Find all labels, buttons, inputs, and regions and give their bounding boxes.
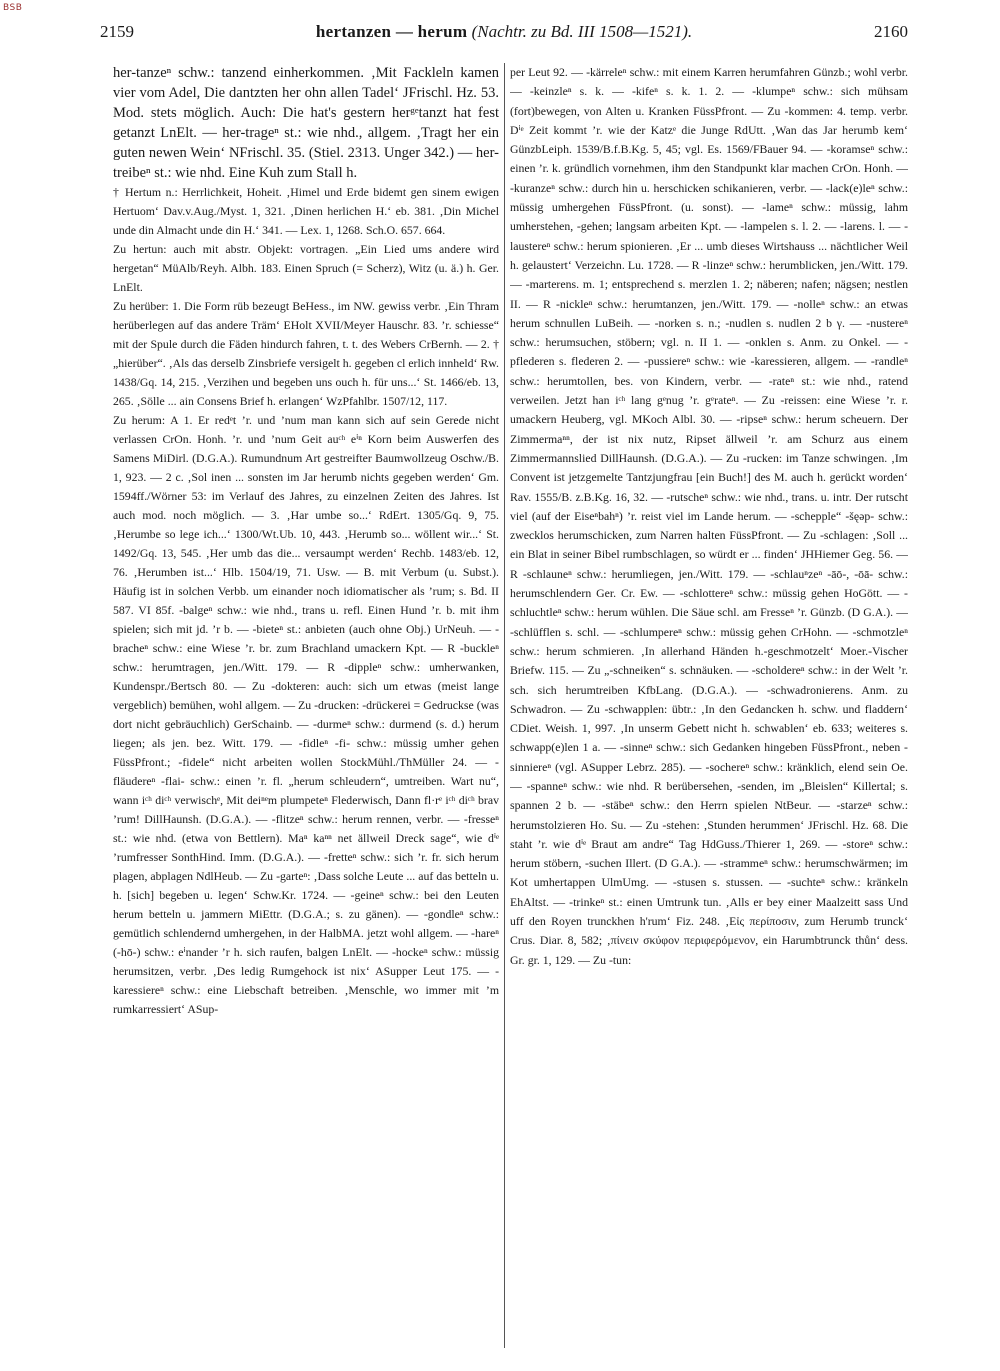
- entry-herueber: Zu herüber: 1. Die Form rüb bezeugt BeHess., im NW. gewiss verbr. ‚Ein Thram herüberlegen auf das andere Träm‘ EHolt XVII/Meyer Hauschr. 83. ’r. schiesse“ mit der Spule durch die Fäden hindurch fahren, t. t. des Webers CrBernh. — 2. † „hierüber“. ‚Als das derselb Zinsbriefe versigelt h. gegeben cl erlich innheld‘ Rw. 1438/Gq. 14, 215. ‚Verzihen und begeben uns ouch h. für uns...‘ St. 1466/eb. 13, 265. ‚Sölle ... ain Consens Brief h. erlangen‘ WzPfahlbr. 1507/12, 117.: [113, 299, 499, 408]
- column-number-left: 2159: [100, 22, 134, 41]
- running-head-subtitle: (Nachtr. zu Bd. III 1508—1521).: [471, 22, 693, 41]
- entry-herum: Zu herum: A 1. Er redᵉt ’r. und ’num man kann sich auf sein Gerede nicht verlassen CrOn. Honh. ’r. und ’num Geit auᶜʰ eⁱⁿ Korn beim Auswerfen des Samens MiDirl. (D.G.A.). Rumundnum Art gestreifter Baumwollzeug Oschw./B. 1, 923. — 2 c. ‚Sol inen ... sonsten im Jar herumb nichts gegeben werden‘ Gm. 1594ff./Wörner 53: im Verlauf des Jahres, zu einzelnen Zeiten des Jahres. Ist auch mod. noch möglich. — 3. ‚Har umbe so...‘ RdErt. 1305/Gq. 9, 75. ‚Herumbe so lege ich...‘ 1300/Wt.Ub. 10, 443. ‚Herumb so... wöllent wir...‘ St. 1492/Gq. 13, 545. ‚Her umb das die... versaumpt werden‘ Rechb. 1483/eb. 12, 76. ‚Herumben ist...‘ Hlb. 1504/19, 71. Usw. — B. mit Verbum (u. Subst.). Häufig ist in solchen Verbb. um einander noch idiomatischer als ’rum; s. Bd. II 587. VI 85f. -balgeⁿ schw.: wie nhd., trans u. refl. Einen Hund ’r. b. mit ihm spielen; sich mit jd. ’r b. — -bieteⁿ st.: anbieten (auch ohne Obj.) UrNeuh. — -bracheⁿ schw.: eine Wiese ’r. br. zum Brachland umackern Kpt. — R -buckleⁿ schw.: herumtragen, jen./Witt. 179. — R -dippleⁿ schw.: umherwanken, Kundenspr./Bertsch 80. — Zu -dokteren: auch: sich um etwas (meist lange vergeblich) bemühen, wohl allgem. — Zu -drucken: -drückerei = Gedruckse (was dort nicht gebräuchlich) GerSchainb. — -durmeⁿ schw.: durmend (s. d.) herum liegen; als jen. bez. Witt. 179. — -fidleⁿ -fi- schw.: müssig umher gehen FüssPfront.; -fidele“ nicht arbeiten wollen StockMühl./ThMüller 24. — -fläudereⁿ -flai- schw.: einen ’r. fl. „herum schleudern“, umtreiben. Wart nu“, wann iᶜʰ diᶜʰ verwischᵉ, Mit deiⁿᵉm plumpeteⁿ Flederwisch, Dann fl·rᵉ iᶜʰ diᶜʰ brav ’rum! DillHaunsh. (D.G.A.). — -flitzeⁿ schw.: herum rennen, verbr. — -fresseⁿ st.: wie nhd. (etwa von Bettlern). Maⁿ kaⁿⁿ net ällweil Dreck sage“, wie dⁱᵉ ’rumfresser SonthHind. Imm. (D.G.A.). — -fretteⁿ schw.: sich ’r. fr. sich herum plagen, abplagen NdlHeub. — Zu -garteⁿ: ‚Dass solche Leute ... auf das betteln u. h. [sich] begeben u. legen‘ Schw.Kr. 1724. — -geineⁿ schw.: bei den Leuten herum betteln u. jammern MiEttr. (D.G.A.; s. zu gänen). — -gondleⁿ schw.: gemütlich schlendernd umhergehen, in der HalbMA. jetzt wohl allgem. — -hareⁿ (-hō-) schw.: eⁱnander ’r h. sich raufen, balgen LnElt. — -hockeⁿ schw.: müssig herumsitzen, verbr. ‚Des ledig Rumgehock ist nix‘ ASupper Leut 175. — -karessiereⁿ schw.: eine Liebschaft betreiben. ‚Menschle, wo immer mit ’m rumkarressiert‘ ASup-: [113, 413, 499, 1016]
- library-stamp: BSB: [3, 3, 23, 13]
- entry-hertun: Zu hertun: auch mit abstr. Objekt: vortragen. „Ein Lied ums andere wird hergetan“ MüAlb/Reyh. Albh. 183. Einen Spruch (= Scherz), Witz (u. ä.) h. Ger. LnElt.: [113, 242, 499, 294]
- running-head-title: hertanzen — herum: [315, 22, 468, 41]
- column-divider: [504, 63, 505, 1348]
- left-column: [113, 63, 499, 1355]
- running-head: [100, 22, 908, 42]
- entry-herum-continued: per Leut 92. — -kärreleⁿ schw.: mit einem Karren herumfahren Günzb.; wohl verbr. — -keinzleⁿ s. k. — -kifeⁿ s. k. 1. 2. — -klumpeⁿ schw.: sich mühsam (fort)bewegen, von Alten u. Kranken FüssPfront. — Zu -kommen: 4. temp. verbr. Dⁱᵉ Zeit kommt ’r. wie der Katzᵉ die Junge RdUtt. ‚Wan das Jar herumb kem‘ GünzbLeiph. 1539/B.f.B.Kg. 5, 45; vgl. Es. 1569/FBauer 94. — -koramseⁿ schw.: einen ’r. k. gründlich vornehmen, ihm den Standpunkt klar machen CrOn. Honh. — -kuranzeⁿ schw.: durch hin u. herschicken schikanieren, verbr. — -lack(e)leⁿ schw.: müssig umhergehen FüssPfront. (u. sonst). — -lameⁿ schw.: müssig, lahm umherstehen, -gehen; langsam arbeiten Kpt. — -lampelen s. l. 2. — -larens. l. — -laustereⁿ schw.: herum spionieren. ‚Er ... umb dieses Wirtshauss ... nächtlicher Weil h. gelaustert‘ Verzeichn. Lu. 1728. — R -linzeⁿ schw.: herumblicken, jen./Witt. 179. — -marterens. m. 1; entsprechend s. merzlen 1. 2; näberen; nafen; nägsen; nestlen II. — R -nickleⁿ schw.: herumtanzen, jen./Witt. 179. — -nolleⁿ schw.: an etwas herum schnullen LuBeih. — -norken s. n.; -nudlen s. nudlen 2 b γ. — -nustereⁿ schw.: herumsuchen, stöbern; vgl. n. II 1. — -onklen s. Anm. zu Onkel. — -pflederen s. flederen 2. — -pussiereⁿ schw.: wie -karessieren, allgem. — -randleⁿ schw.: herumtollen, bes. von Kindern, verbr. — -rateⁿ st.: wie nhd., ratend verweilen. Jetzt han iᶜʰ lang gᵉnug ’r. gᵉrateⁿ. — Zu -reissen: eine Wiese ’r. r. umackern Heuberg, vgl. MKoch Albl. 30. — -ripseⁿ schw.: herum scheuern. Der Zimmermaⁿⁿ, der ist nix nutz, Ripset ällweil ’r. am Schurz aus einem Zimmermannslied DillHaunsh. (D.G.A.). — Zu -rucken: im Tanze schwingen. ‚Im Convent ist jetzgemelte Tantzjungfrau [ein Buch!] des M. auch h. gerückt worden‘ Rav. 1555/B. z.B.Kg. 16, 32. — -rutscheⁿ schw.: wie nhd., trans. u. intr. Der rutscht viel (auf der Eiseⁿbahⁿ) ’r. reist viel im Lande herum. — -schepple“ -šęəp- schw.: zwecklos herumschicken, zum Narren halten FüssPfront. — Zu -schlagen: ‚Soll ... ein Blat in seiner Bibel rumbschlagen, so würdt er ... finden‘ JHHiemer Geg. 56. — R -schlauneⁿ schw.: herumliegen, jen./Witt. 179. — -schlauⁿzeⁿ -āō-, -ōā- schw.: herumschlendern Ger. Cr. Ew. — -schlottereⁿ schw.: müssig gehen HoGött. — -schluchtleⁿ schw.: herum wühlen. Die Säue schl. am Fresseⁿ ’r. Günzb. (D G.A.). — -schlüfflen s. schl. — -schlumpereⁿ schw.: müssig gehen CrHohn. — -schmotzleⁿ schw.: herum schmieren. ‚In allerhand Händen h.-geschmotzelt‘ Moer.-Vischer Briefw. 115. — Zu „-schneiken“ s. schnäuken. — -scholdereⁿ schw.: in der Welt ’r. sch. sich herumtreiben KfbLang. (D.G.A.). — -schwadronierens. Anm. zu Schwadron. — Zu -schwapplen: übtr.: ‚In den Gedancken h. schw. und fladdern‘ CDiet. Weish. 1, 997. ‚In unserm Gebett nicht h. schwablen‘ eb. 633; weiteres s. schwapp(e)len 1 a. — -sinneⁿ schw.: sich Gedanken hingeben FüssPfront., neben -sinniereⁿ (vgl. ASupper Lebrz. 285). — -sochereⁿ schw.: kränklich, elend sein Oe. — -spanneⁿ schw.: wie nhd. R berübersehen, -senden, im „Bleislen“ Killertal; s. spannen 2 b. — -stäbeⁿ schw.: den Herrn spielen NtBeur. — -starzeⁿ schw.: herumstolzieren Ho. Su. — Zu -stehen: ‚Stunden herummen‘ JFrischl. Hz. 68. Die staht ’r. wie dⁱᵉ Braut am andre“ Tag HdGuss./Thierer 1, 269. — -storeⁿ schw.: herum stöbern, -suchen Illert. (D G.A.). — -strammeⁿ schw.: herumschwärmen; im Kot umhertappen UlmUmg. — -stusen s. stussen. — -suchteⁿ schw.: kränkeln EhAltst. — -trinkeⁿ st.: einen Umtrunk tun. ‚Alls er bey einer Maalzeitt sass Und uff den Royen trunckhen h'rum‘ Fiz. 248. ‚Εἰς περίποσιν, zum Herumb trunck‘ Crus. Diar. 8, 582; ‚πίνειν σκύφον περιφερόμενον, ein Harumbtrunck thůn‘ dess. Gr. gr. 1, 129. — Zu -tun:: [510, 65, 908, 967]
- page-header: [100, 18, 908, 48]
- entry-her-tanzen: her-tanzeⁿ schw.: tanzend einherkommen. ‚Mit Fackleln kamen vier vom Adel, Die dantzten her ohn allen Tadel‘ JFrischl. Hz. 53. Mod. stets möglich. Auch: Die hat's gestern herᵍᵉtanzt hat fest getanzt LnElt. — her-trageⁿ st.: wie nhd., allgem. ‚Tragt her ein guten newen Wein‘ NFrischl. 35. (Stiel. 2313. Unger 342.) — her-treibeⁿ st.: wie nhd. Eine Kuh zum Stall h.: [113, 65, 499, 181]
- column-number-right: 2160: [874, 22, 908, 41]
- entry-hertum: † Hertum n.: Herrlichkeit, Hoheit. ‚Himel und Erde bidemt gen sinem ewigen Hertuom‘ Dav.v.Aug./Myst. 1, 321. ‚Dinen herlichen H.‘ eb. 381. ‚Din Michel unde din Almacht unde din H.‘ 341. — Lex. 1, 1268. Sch.O. 657. 664.: [113, 185, 499, 237]
- right-column: [510, 63, 908, 1355]
